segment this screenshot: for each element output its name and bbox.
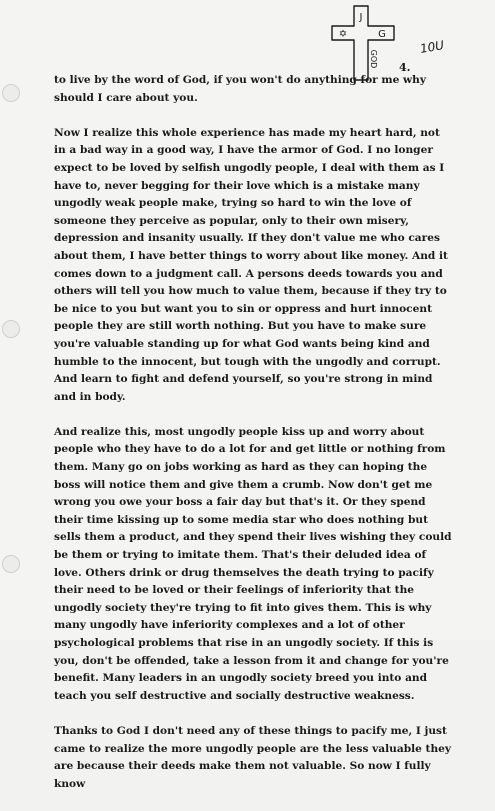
punch-hole <box>2 320 20 338</box>
cross-word-god: GOD <box>369 49 378 69</box>
paragraph: Thanks to God I don't need any of these things to pacify me, I just came to realize the more ungodly people are the less valuable they are because their deeds make them not valuable. So now I fully know <box>54 724 452 790</box>
punch-hole <box>2 84 20 102</box>
paragraph: to live by the word of God, if you won't do anything for me why should I care about you. <box>54 74 427 104</box>
page-number: 4. <box>399 61 411 74</box>
cross-letter-right: G <box>378 29 386 40</box>
handwritten-note: 10U <box>418 38 446 56</box>
paragraph: And realize this, most ungodly people kiss up and worry about people who they have to do a lot for and get little or nothing from them. Many go on jobs working as hard as they can hoping the boss will notice them and give them a crumb. Now don't get me wrong you owe your boss a fair day but that's it. Or they spend their time kissing up to some media star who does nothing but sells them a product, and they spend their lives wishing they could be them or trying to imitate them. That's their deluded idea of love. Others drink or drug themselves the death trying to pacify their need to be loved or their feelings of inferiority that the ungodly society they're trying to fit into gives them. This is why many ungodly have inferiority complexes and a lot of other psychological problems that rise in an ungodly society. If this is you, don't be offended, take a lesson from it and change for you're benefit. Many leaders in an ungodly society breed you into and teach you self destructive and socially destructive weakness. <box>54 425 452 702</box>
punch-hole <box>2 555 20 573</box>
hand-drawn-cross-icon <box>330 4 400 82</box>
star-of-david-icon: ✡ <box>338 29 348 40</box>
paragraph: Now I realize this whole experience has made my heart hard, not in a bad way in a good way, I have the armor of God. I no longer expect to be loved by selfish ungodly people, I deal with them as I have to, never begging for their love which is a mistake many ungodly weak people make, trying so hard to win the love of someone they perceive as popular, only to their own misery, depression and insanity usually. If they don't value me who cares about them, I have better things to worry about like money. And it comes down to a judgment call. A persons deeds towards you and others will tell you how much to value them, because if they try to be nice to you but want you to sin or oppress and hurt innocent people they are still worth nothing. But you have to make sure you're valuable standing up for what God wants being kind and humble to the innocent, but tough with the ungodly and corrupt. And learn to fight and defend yourself, so you're strong in mind and in body. <box>54 126 448 403</box>
cross-letter-top: J <box>359 12 363 23</box>
body-text <box>54 72 454 811</box>
